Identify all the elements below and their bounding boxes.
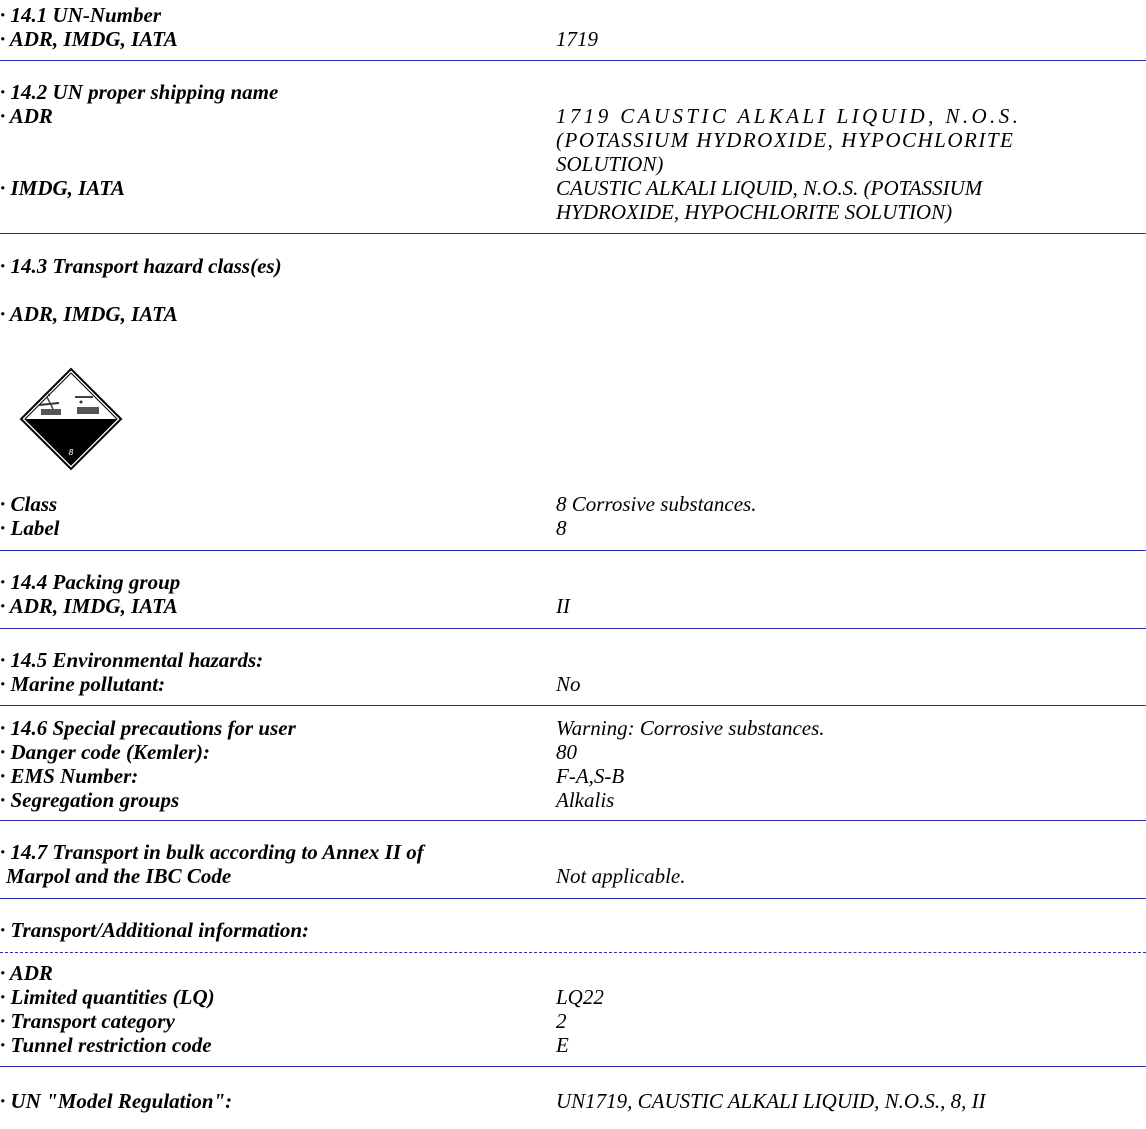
shipping-name-imdg-value-line-2: HYDROXIDE, HYPOCHLORITE SOLUTION): [556, 200, 953, 224]
transport-category-value: 2: [556, 1009, 567, 1033]
shipping-name-adr-label: · ADR: [0, 104, 53, 128]
svg-text:8: 8: [68, 448, 74, 457]
kemler-label: · Danger code (Kemler):: [0, 740, 210, 764]
segregation-label: · Segregation groups: [0, 788, 180, 812]
kemler-value: 80: [556, 740, 577, 764]
divider: [0, 898, 1146, 899]
special-precautions-value: Warning: Corrosive substances.: [556, 716, 825, 740]
additional-info-heading: · Transport/Additional information:: [0, 918, 310, 942]
divider: [0, 820, 1146, 821]
ems-value: F-A,S-B: [556, 764, 625, 788]
section-14-7-heading-line-1: · 14.7 Transport in bulk according to Annex II of: [0, 840, 424, 864]
un-model-regulation-value: UN1719, CAUSTIC ALKALI LIQUID, N.O.S., 8, II: [556, 1089, 986, 1113]
packing-group-mode-label: · ADR, IMDG, IATA: [0, 594, 178, 618]
shipping-name-imdg-value-line-1: CAUSTIC ALKALI LIQUID, N.O.S. (POTASSIUM: [556, 176, 983, 200]
label-value: 8: [556, 516, 567, 540]
hazard-class-mode-label: · ADR, IMDG, IATA: [0, 302, 178, 326]
divider: [0, 233, 1146, 234]
class-label: · Class: [0, 492, 58, 516]
section-14-6-heading: · 14.6 Special precautions for user: [0, 716, 296, 740]
packing-group-value: II: [556, 594, 570, 618]
shipping-name-adr-value-line-2: (POTASSIUM HYDROXIDE, HYPOCHLORITE: [556, 128, 1015, 152]
corrosive-class-8-diamond-icon: [19, 367, 123, 471]
marine-pollutant-value: No: [556, 672, 581, 696]
section-14-4-heading: · 14.4 Packing group: [0, 570, 181, 594]
segregation-value: Alkalis: [556, 788, 615, 812]
transport-category-label: · Transport category: [0, 1009, 175, 1033]
tunnel-restriction-value: E: [556, 1033, 569, 1057]
limited-quantities-label: · Limited quantities (LQ): [0, 985, 215, 1009]
divider: [0, 550, 1146, 551]
dashed-divider: [0, 952, 1146, 953]
section-14-7-heading-line-2: Marpol and the IBC Code: [6, 864, 232, 888]
bulk-transport-value: Not applicable.: [556, 864, 686, 888]
divider: [0, 1066, 1146, 1067]
divider: [0, 60, 1146, 61]
shipping-name-imdg-label: · IMDG, IATA: [0, 176, 125, 200]
section-14-1-heading: · 14.1 UN-Number: [0, 3, 161, 27]
un-number-value: 1719: [556, 27, 598, 51]
marine-pollutant-label: · Marine pollutant:: [0, 672, 166, 696]
tunnel-restriction-label: · Tunnel restriction code: [0, 1033, 212, 1057]
class-value: 8 Corrosive substances.: [556, 492, 757, 516]
un-model-regulation-label: · UN "Model Regulation":: [0, 1089, 233, 1113]
section-14-3-heading: · 14.3 Transport hazard class(es): [0, 254, 282, 278]
adr-heading: · ADR: [0, 961, 53, 985]
limited-quantities-value: LQ22: [556, 985, 604, 1009]
section-14-5-heading: · 14.5 Environmental hazards:: [0, 648, 264, 672]
ems-label: · EMS Number:: [0, 764, 139, 788]
shipping-name-adr-value-line-1: 1719 CAUSTIC ALKALI LIQUID, N.O.S.: [556, 104, 1022, 128]
section-14-2-heading: · 14.2 UN proper shipping name: [0, 80, 279, 104]
un-number-mode-label: · ADR, IMDG, IATA: [0, 27, 178, 51]
divider: [0, 705, 1146, 706]
label-label: · Label: [0, 516, 60, 540]
shipping-name-adr-value-line-3: SOLUTION): [556, 152, 664, 176]
divider: [0, 628, 1146, 629]
